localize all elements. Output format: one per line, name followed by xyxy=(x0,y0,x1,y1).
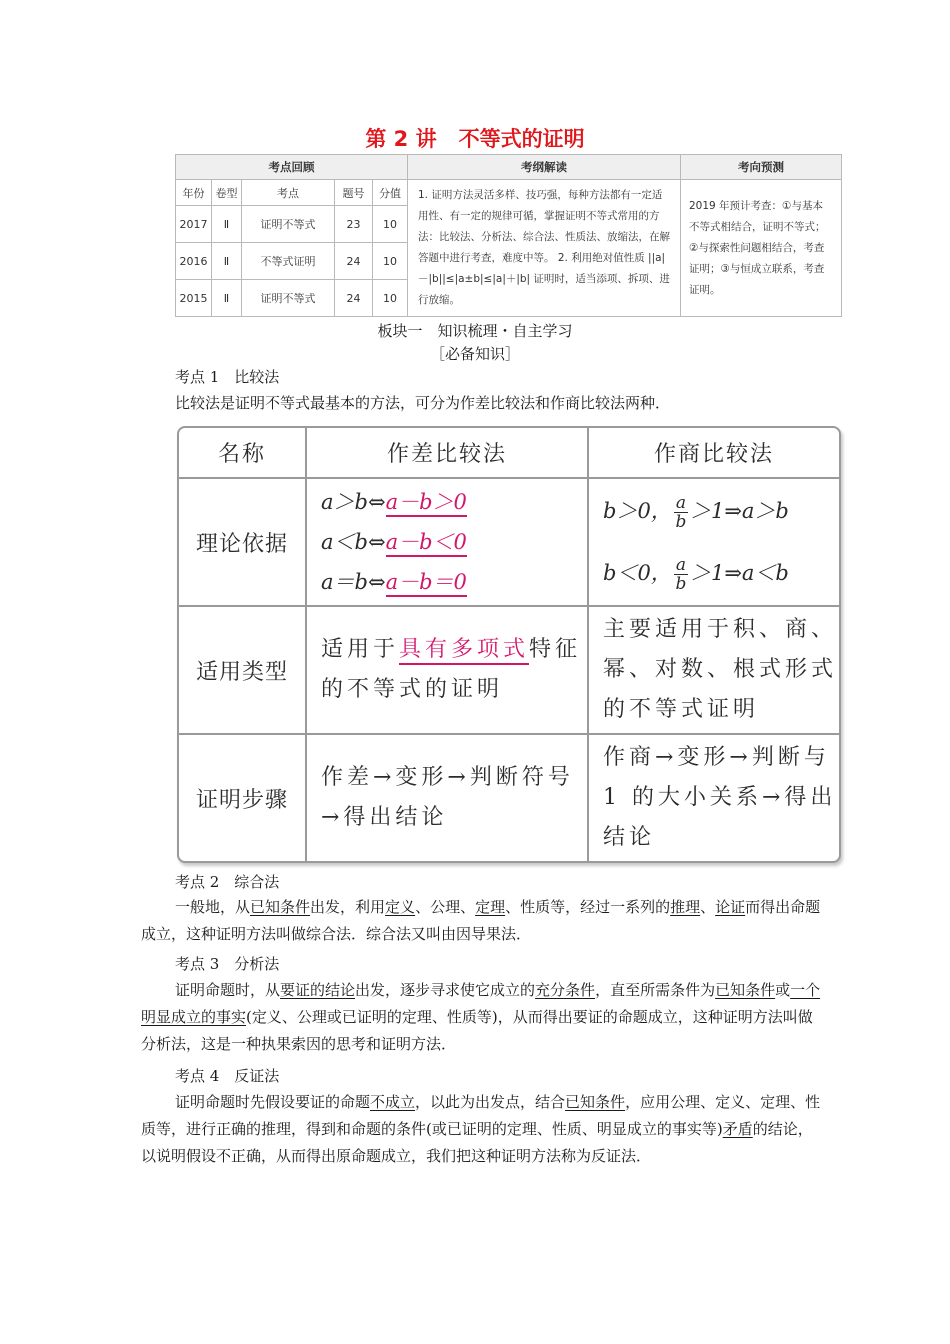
cmp-header-diff: 作差比较法 xyxy=(306,428,588,478)
quot-theory xyxy=(588,478,839,606)
cmp-row-type: 适用类型 xyxy=(179,606,306,734)
diff-line xyxy=(321,522,587,562)
key-term: 论证 xyxy=(715,898,746,916)
outline-header: 考纲解读 xyxy=(408,155,681,180)
cmp-header-name: 名称 xyxy=(179,428,306,478)
diff-steps: 作差→变形→判断符号→得出结论 xyxy=(306,734,588,861)
quot-type: 主要适用于积、商、幂、对数、根式形式的不等式证明 xyxy=(588,606,839,734)
text: 证明命题时先假设要证的命题 xyxy=(175,1093,371,1111)
diff-type-a: 适用于 xyxy=(321,637,400,662)
col-paper: 卷型 xyxy=(212,180,242,206)
quot-steps: 作商→变形→判断与 1 的大小关系→得出结论 xyxy=(588,734,839,861)
cmp-row-steps: 证明步骤 xyxy=(179,734,306,861)
diff-line xyxy=(321,482,587,522)
kp3-text xyxy=(141,977,821,1058)
page-title xyxy=(0,123,950,153)
quot-line xyxy=(603,491,839,531)
outline-text: 1. 证明方法灵活多样、技巧强，每种方法都有一定适用性、有一定的规律可循，掌握证明不等式常用的方法：比较法、分析法、综合法、性质法、放缩法，在解答题中进行考查，难度中等。 2. 利用绝对值性质 ||a|－|b||≤|a±b|≤|a|＋|b| 证明时，适当添项、拆项、进行放缩。 xyxy=(408,180,681,317)
cmp-header-quot: 作商比较法 xyxy=(588,428,839,478)
cell-year: 2015 xyxy=(176,280,212,317)
cell-number: 24 xyxy=(335,280,373,317)
fraction xyxy=(674,556,688,593)
text: 的结论，以说明假设不正确，从而得出原命题成立，我们把这种证明方法称为反证法． xyxy=(141,1120,813,1165)
cell-topic: 不等式证明 xyxy=(242,243,335,280)
quot-line xyxy=(603,553,839,593)
diff-right: a－b＜0 xyxy=(386,530,467,557)
comparison-table-figure xyxy=(177,426,841,863)
diff-left: a＞b⇔ xyxy=(321,490,386,514)
kp4-text xyxy=(141,1089,821,1170)
cell-number: 23 xyxy=(335,206,373,243)
cell-topic: 证明不等式 xyxy=(242,206,335,243)
section-subheading: ［必备知识］ xyxy=(429,345,520,363)
fraction xyxy=(674,494,688,531)
key-term: 推理 xyxy=(670,898,701,916)
key-term: 充分条件 xyxy=(535,981,596,999)
quot-pre: b＜0， xyxy=(603,561,672,585)
text: 一般地，从 xyxy=(175,898,251,916)
key-term: 要证的结论 xyxy=(280,981,356,999)
kp2-text xyxy=(141,894,821,948)
diff-line xyxy=(321,562,587,602)
key-term: 矛盾 xyxy=(722,1120,753,1138)
fraction-num: a xyxy=(675,555,686,575)
text: 而得出命题成立，这种证明方法叫做综合法．综合法又叫由因导果法． xyxy=(141,898,821,943)
diff-right: a－b＝0 xyxy=(386,570,467,597)
quot-pre: b＞0， xyxy=(603,499,672,523)
col-score: 分值 xyxy=(373,180,408,206)
diff-left: a＜b⇔ xyxy=(321,530,386,554)
fraction-num: a xyxy=(675,493,686,513)
fraction-den: b xyxy=(675,574,687,594)
review-table xyxy=(175,154,842,317)
cell-paper: Ⅱ xyxy=(212,206,242,243)
comparison-table xyxy=(179,428,839,861)
text: 证明命题时，从 xyxy=(175,981,281,999)
text: 或 xyxy=(775,981,791,999)
text: 、 xyxy=(700,898,716,916)
cell-score: 10 xyxy=(373,280,408,317)
text: 、公理、 xyxy=(415,898,476,916)
diff-type-key: 具有多项式 xyxy=(399,637,529,665)
text: (定义、公理或已证明的定理、性质等)，从而得出要证的命题成立，这种证明方法叫做分析法，这是一种执果索因的思考和证明方法． xyxy=(141,1008,813,1053)
text: 、性质等，经过一系列的 xyxy=(505,898,671,916)
kp1-heading: 考点 1 比较法 xyxy=(175,368,280,386)
diff-left: a＝b⇔ xyxy=(321,570,386,594)
kp4-heading: 考点 4 反证法 xyxy=(175,1067,280,1085)
kp3-heading: 考点 3 分析法 xyxy=(175,955,280,973)
cell-paper: Ⅱ xyxy=(212,243,242,280)
diff-type-c: 特征的不等式的证明 xyxy=(321,637,582,702)
key-term: 已知条件 xyxy=(715,981,776,999)
key-term: 定理 xyxy=(475,898,506,916)
section-heading: 板块一 知识梳理・自主学习 xyxy=(377,322,573,340)
key-term: 已知条件 xyxy=(250,898,311,916)
text: 出发，逐步寻求使它成立的 xyxy=(355,981,536,999)
lecture-title: 不等式的证明 xyxy=(458,127,585,151)
cell-number: 24 xyxy=(335,243,373,280)
text: ，直至所需条件为 xyxy=(595,981,716,999)
cell-year: 2016 xyxy=(176,243,212,280)
cell-score: 10 xyxy=(373,206,408,243)
diff-right: a－b＞0 xyxy=(386,490,467,517)
review-header: 考点回顾 xyxy=(176,155,408,180)
col-year: 年份 xyxy=(176,180,212,206)
key-term: 不成立 xyxy=(370,1093,416,1111)
kp1-text: 比较法是证明不等式最基本的方法，可分为作差比较法和作商比较法两种． xyxy=(175,394,671,412)
lecture-number: 第 2 讲 xyxy=(365,127,437,151)
cell-paper: Ⅱ xyxy=(212,280,242,317)
quot-post: ＞1⇒a＞b xyxy=(689,499,789,523)
text: ，应用公理、定义、定理、性质等，进行正确的推理，得到和命题的条件(或已证明的定理、性质、明显成立的事实等) xyxy=(141,1093,821,1138)
key-term: 已知条件 xyxy=(565,1093,626,1111)
prediction-text: 2019 年预计考查：①与基本不等式相结合，证明不等式；②与探索性问题相结合，考查证明；③与恒成立联系，考查证明。 xyxy=(681,180,842,317)
cmp-row-theory: 理论依据 xyxy=(179,478,306,606)
text: 出发，利用 xyxy=(310,898,386,916)
kp2-heading: 考点 2 综合法 xyxy=(175,873,280,891)
col-topic: 考点 xyxy=(242,180,335,206)
cell-topic: 证明不等式 xyxy=(242,280,335,317)
text: ，以此为出发点，结合 xyxy=(415,1093,566,1111)
quot-post: ＞1⇒a＜b xyxy=(689,561,789,585)
cell-score: 10 xyxy=(373,243,408,280)
key-term: 定义 xyxy=(385,898,416,916)
diff-theory xyxy=(306,478,588,606)
key-term: 一个明显成立的事实 xyxy=(141,981,821,1026)
prediction-header: 考向预测 xyxy=(681,155,842,180)
fraction-den: b xyxy=(675,512,687,532)
col-number: 题号 xyxy=(335,180,373,206)
diff-type xyxy=(306,606,588,734)
cell-year: 2017 xyxy=(176,206,212,243)
